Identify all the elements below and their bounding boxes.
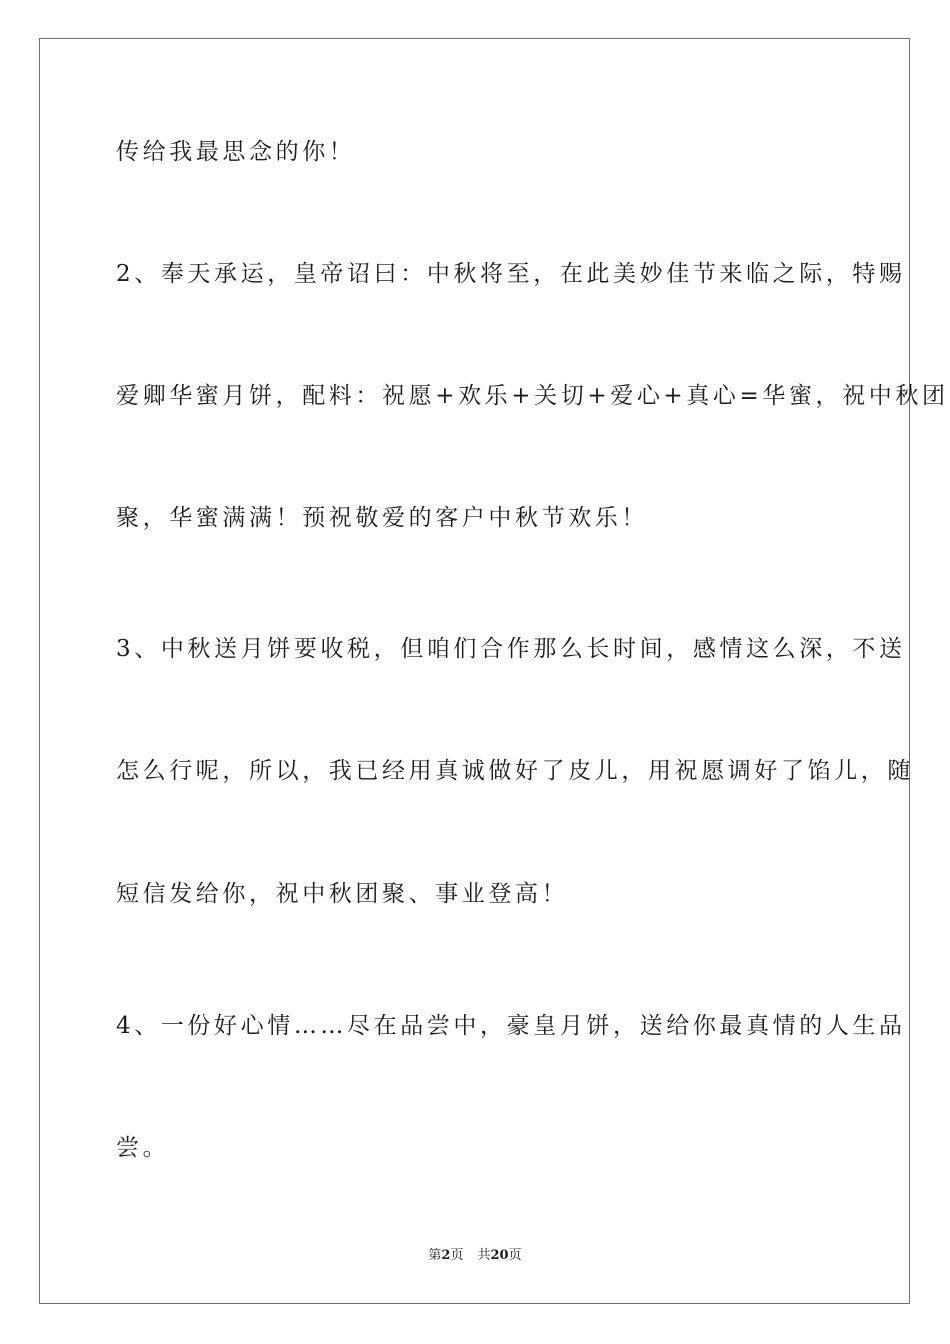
text-line-9: 尝。 (116, 1135, 170, 1161)
footer-total-pages: 20 (490, 1248, 509, 1263)
footer-page-suffix: 页 (450, 1248, 464, 1263)
footer-page-number: 2 (441, 1248, 451, 1263)
text-line-6: 怎么行呢，所以，我已经用真诚做好了皮儿，用祝愿调好了馅儿，随 (116, 758, 914, 784)
text-line-8: 4、一份好心情……尽在品尝中，豪皇月饼，送给你最真情的人生品 (116, 1013, 906, 1039)
text-line-2: 2、奉天承运，皇帝诏曰：中秋将至，在此美妙佳节来临之际，特赐 (116, 261, 906, 287)
text-line-3: 爱卿华蜜月饼，配料：祝愿+欢乐+关切+爱心+真心=华蜜，祝中秋团 (116, 383, 949, 409)
page-frame (39, 38, 949, 1304)
page-footer (0, 1246, 950, 1266)
text-line-1: 传给我最思念的你！ (116, 139, 356, 165)
footer-total-suffix: 页 (508, 1248, 522, 1263)
footer-total-prefix: 共 (477, 1248, 491, 1263)
footer-page-prefix: 第 (428, 1248, 442, 1263)
text-line-7: 短信发给你，祝中秋团聚、事业登高！ (116, 881, 569, 907)
text-line-4: 聚，华蜜满满！预祝敬爱的客户中秋节欢乐！ (116, 505, 648, 531)
text-line-5: 3、中秋送月饼要收税，但咱们合作那么长时间，感情这么深，不送 (116, 636, 906, 662)
